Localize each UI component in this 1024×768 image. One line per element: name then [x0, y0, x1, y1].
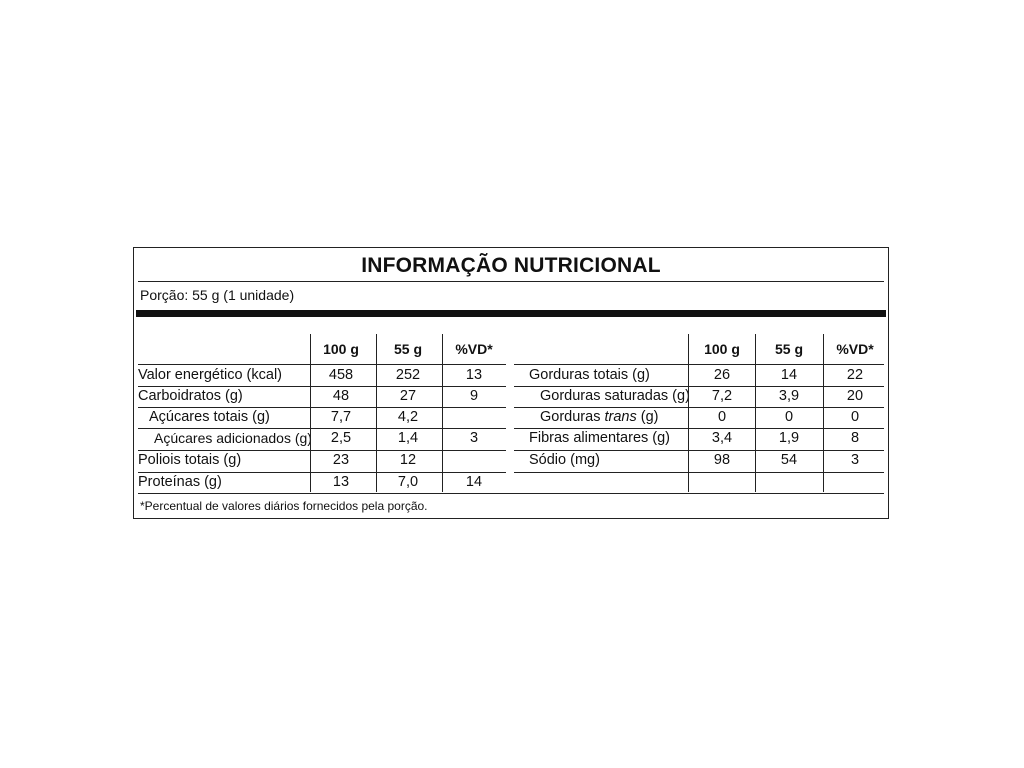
right-row-55g: 14: [780, 367, 798, 383]
row-rule: [138, 428, 506, 429]
right-row-100g: 3,4: [711, 430, 733, 446]
left-row-55g: 4,2: [397, 409, 419, 425]
header-55g: 55 g: [393, 341, 422, 357]
left-row-55g: 12: [399, 452, 417, 468]
header-vd: %VD*: [455, 341, 493, 357]
left-row-name: Proteínas (g): [138, 474, 222, 490]
label-title: INFORMAÇÃO NUTRICIONAL: [361, 254, 661, 277]
right-row-100g: 7,2: [711, 388, 733, 404]
left-row-name: Açúcares totais (g): [149, 409, 270, 425]
right-row-100g: 98: [713, 452, 731, 468]
row-rule: [514, 407, 884, 408]
row-rule: [514, 386, 884, 387]
left-row-55g: 27: [399, 388, 417, 404]
right-row-vd: 8: [850, 430, 860, 446]
right-row-vd: 3: [850, 452, 860, 468]
right-row-name: Sódio (mg): [529, 452, 600, 468]
right-row-name: Gorduras saturadas (g): [540, 388, 690, 404]
row-rule: [514, 450, 884, 451]
left-row-100g: 13: [332, 474, 350, 490]
left-row-100g: 48: [332, 388, 350, 404]
thick-divider: [136, 310, 886, 317]
right-row-55g: 3,9: [778, 388, 800, 404]
left-row-name: Carboidratos (g): [138, 388, 243, 404]
footnote-divider: [138, 493, 884, 494]
row-rule: [138, 407, 506, 408]
left-row-100g: 458: [328, 367, 354, 383]
left-row-name: Poliois totais (g): [138, 452, 242, 468]
right-row-name-trans: [540, 409, 658, 425]
right-row-vd: 22: [846, 367, 864, 383]
right-row-name: Gorduras totais (g): [529, 367, 650, 383]
row-rule: [138, 450, 506, 451]
col-rule: [376, 334, 377, 492]
trans-italic: trans: [604, 409, 637, 425]
right-row-55g: 0: [784, 409, 794, 425]
col-rule: [442, 334, 443, 492]
header-100g-right: 100 g: [704, 341, 740, 357]
right-row-vd: 0: [850, 409, 860, 425]
trans-prefix: Gorduras: [540, 409, 605, 425]
left-row-vd: 13: [465, 367, 483, 383]
col-rule: [310, 334, 311, 492]
left-row-vd: 3: [469, 430, 479, 446]
trans-suffix: (g): [636, 409, 659, 425]
col-rule: [823, 334, 824, 492]
row-rule: [514, 472, 884, 473]
footnote: *Percentual de valores diários fornecidos pela porção.: [140, 499, 428, 513]
nutrition-label: [133, 247, 889, 519]
left-row-100g: 23: [332, 452, 350, 468]
row-rule: [514, 428, 884, 429]
header-100g: 100 g: [323, 341, 359, 357]
col-rule: [755, 334, 756, 492]
header-rule-right: [514, 364, 884, 365]
right-row-55g: 54: [780, 452, 798, 468]
left-row-100g: 2,5: [330, 430, 352, 446]
row-rule: [138, 472, 506, 473]
left-row-name: Valor energético (kcal): [138, 367, 282, 383]
left-row-55g: 252: [395, 367, 421, 383]
header-rule-left: [138, 364, 506, 365]
header-55g-right: 55 g: [774, 341, 803, 357]
portion-text: Porção: 55 g (1 unidade): [140, 287, 295, 303]
header-vd-right: %VD*: [836, 341, 874, 357]
right-row-55g: 1,9: [778, 430, 800, 446]
title-divider: [138, 281, 884, 282]
left-row-vd: 9: [469, 388, 479, 404]
right-row-100g: 0: [717, 409, 727, 425]
left-row-100g: 7,7: [330, 409, 352, 425]
right-row-100g: 26: [713, 367, 731, 383]
row-rule: [138, 386, 506, 387]
col-rule: [688, 334, 689, 492]
left-row-55g: 1,4: [397, 430, 419, 446]
right-row-name: Fibras alimentares (g): [529, 430, 671, 446]
left-row-name: Açúcares adicionados (g): [154, 430, 312, 446]
right-row-vd: 20: [846, 388, 864, 404]
left-row-vd: 14: [465, 474, 483, 490]
left-row-55g: 7,0: [397, 474, 419, 490]
